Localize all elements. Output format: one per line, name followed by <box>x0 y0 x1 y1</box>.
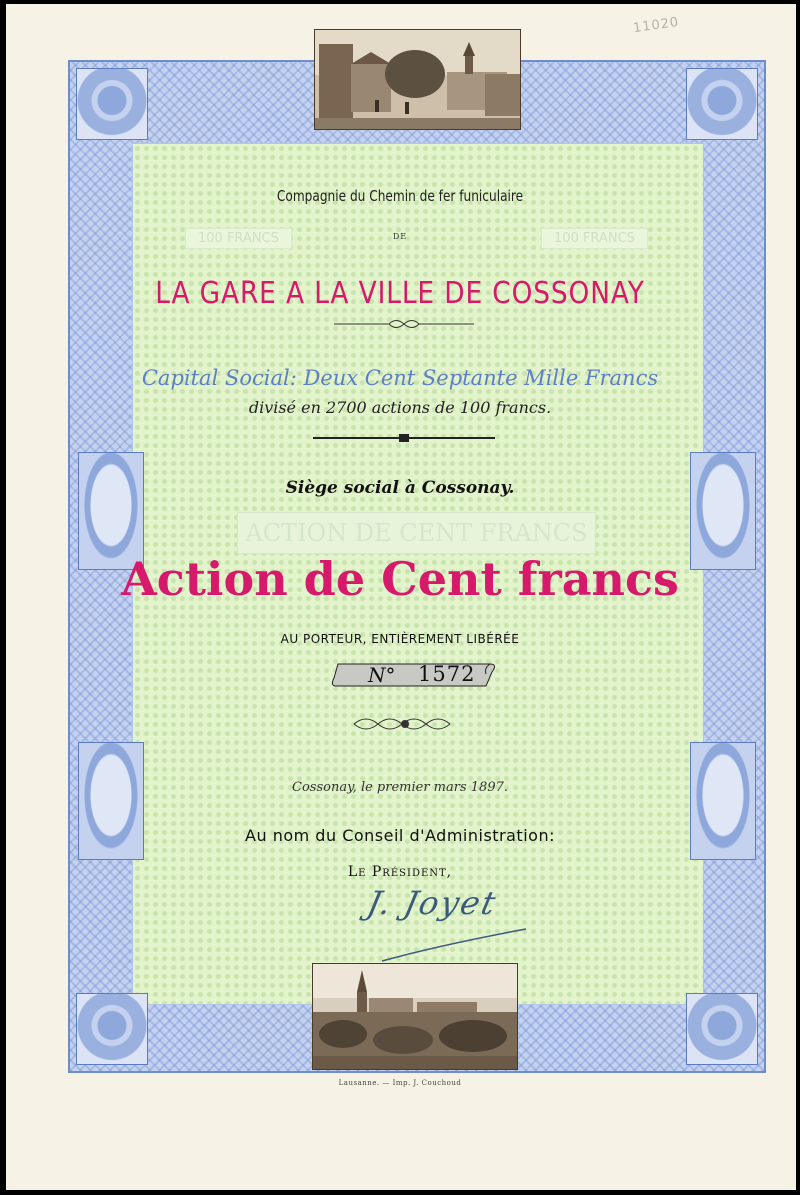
bearer-line: AU PORTEUR, ENTIÈREMENT LIBÉRÉE <box>280 632 520 646</box>
signature: J. Joyet <box>363 884 501 922</box>
flourish-divider-1 <box>334 317 474 331</box>
village-vignette <box>312 963 518 1070</box>
divider-2 <box>313 433 495 443</box>
watermark-right: 100 FRANCS <box>541 228 648 249</box>
corner-ornament-top-right <box>686 68 758 140</box>
de-word: DE <box>392 232 408 241</box>
pencil-note: 11020 <box>632 14 681 37</box>
number-scroll <box>330 660 498 690</box>
town-street-illustration <box>315 30 521 130</box>
share-number: 1572 <box>418 662 476 686</box>
flourish-divider-3 <box>352 712 458 736</box>
siege-line: Siège social à Cossonay. <box>285 478 515 498</box>
printer-line: Lausanne. — Imp. J. Couchoud <box>338 1079 462 1087</box>
corner-ornament-bottom-left <box>76 993 148 1065</box>
watermark-left: 100 FRANCS <box>185 228 292 249</box>
number-prefix: N° <box>368 663 396 687</box>
watermark-action: ACTION DE CENT FRANCS <box>237 512 596 554</box>
corner-ornament-bottom-right <box>686 993 758 1065</box>
president-line: Le Président, <box>347 864 453 880</box>
corner-ornament-top-left <box>76 68 148 140</box>
company-line: Compagnie du Chemin de fer funiculaire <box>276 187 524 205</box>
division-line: divisé en 2700 actions de 100 francs. <box>248 398 552 417</box>
share-title: Action de Cent francs <box>121 552 679 606</box>
capital-line: Capital Social: Deux Cent Septante Mille Francs <box>141 366 659 390</box>
conseil-line: Au nom du Conseil d'Administration: <box>245 826 555 845</box>
village-illustration <box>313 964 518 1070</box>
date-line: Cossonay, le premier mars 1897. <box>292 780 508 795</box>
signature-stroke <box>380 925 530 965</box>
town-street-vignette <box>314 29 521 130</box>
main-title: LA GARE A LA VILLE DE COSSONAY <box>155 276 645 311</box>
